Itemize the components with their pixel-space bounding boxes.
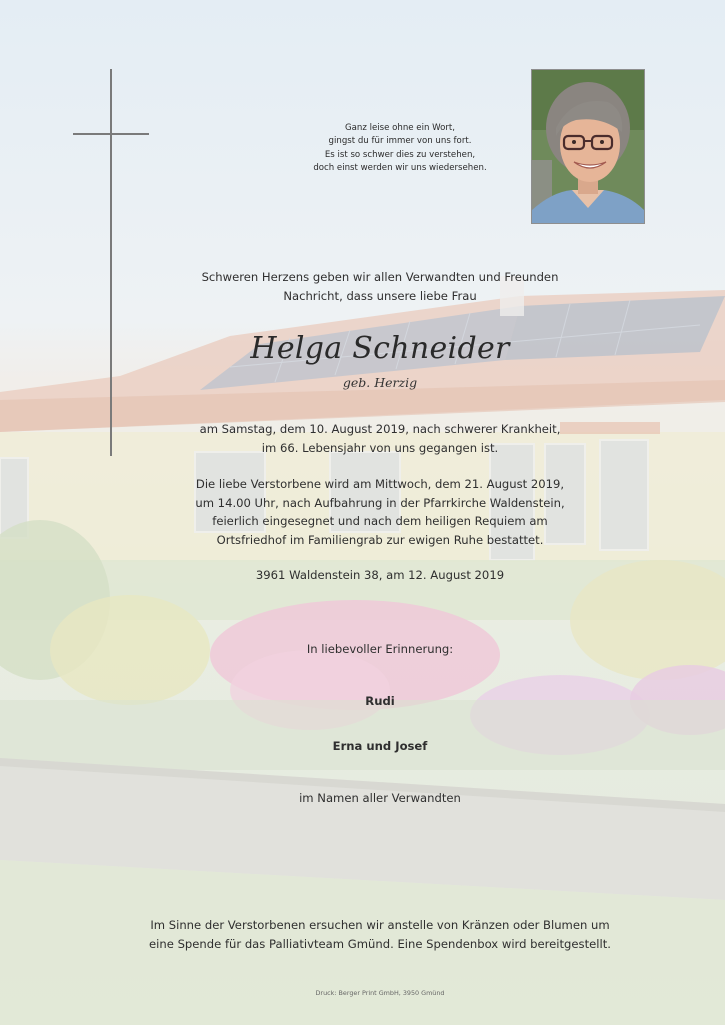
funeral-details bbox=[130, 475, 630, 549]
funeral-line: feierlich eingesegnet und nach dem heiligen Requiem am bbox=[212, 514, 548, 529]
funeral-line: Die liebe Verstorbene wird am Mittwoch, dem 21. August 2019, bbox=[195, 477, 565, 491]
death-notice bbox=[130, 420, 630, 457]
donation-line: eine Spende für das Palliativteam Gmünd. Eine Spendenbox wird bereitgestellt. bbox=[149, 936, 611, 951]
donation-request bbox=[90, 916, 670, 953]
intro-text bbox=[130, 268, 630, 305]
intro-line: Nachricht, dass unsere liebe Frau bbox=[283, 288, 477, 303]
donation-line: Im Sinne der Verstorbenen ersuchen wir anstelle von Kränzen oder Blumen um bbox=[150, 918, 610, 932]
death-notice-line: am Samstag, dem 10. August 2019, nach schwerer Krankheit, bbox=[199, 422, 561, 436]
poem-line: Es ist so schwer dies zu verstehen, bbox=[324, 149, 476, 160]
death-notice-line: im 66. Lebensjahr von uns gegangen ist. bbox=[261, 440, 499, 455]
mourner-erna-josef: Erna und Josef bbox=[332, 739, 428, 753]
deceased-name: Helga Schneider bbox=[250, 331, 510, 366]
funeral-line: um 14.00 Uhr, nach Aufbahrung in der Pfarrkirche Waldenstein, bbox=[195, 495, 565, 510]
funeral-line: Ortsfriedhof im Familiengrab zur ewigen Ruhe bestattet. bbox=[216, 532, 544, 547]
portrait-photo bbox=[531, 69, 645, 224]
poem-line: doch einst werden wir uns wiedersehen. bbox=[313, 162, 487, 173]
memory-heading: In liebevoller Erinnerung: bbox=[306, 642, 454, 656]
cross-vertical-bar bbox=[110, 69, 112, 456]
poem-line: gingst du für immer von uns fort. bbox=[328, 136, 472, 147]
poem bbox=[290, 122, 510, 175]
cross-horizontal-bar bbox=[73, 133, 149, 135]
mourner-rudi: Rudi bbox=[365, 694, 395, 708]
poem-line: Ganz leise ohne ein Wort, bbox=[344, 123, 456, 133]
relatives-line: im Namen aller Verwandten bbox=[299, 791, 461, 805]
maiden-name: geb. Herzig bbox=[342, 375, 418, 390]
printer-credit: Druck: Berger Print GmbH, 3950 Gmünd bbox=[315, 989, 445, 997]
intro-line: Schweren Herzens geben wir allen Verwandten und Freunden bbox=[201, 270, 559, 284]
place-date: 3961 Waldenstein 38, am 12. August 2019 bbox=[255, 568, 505, 582]
